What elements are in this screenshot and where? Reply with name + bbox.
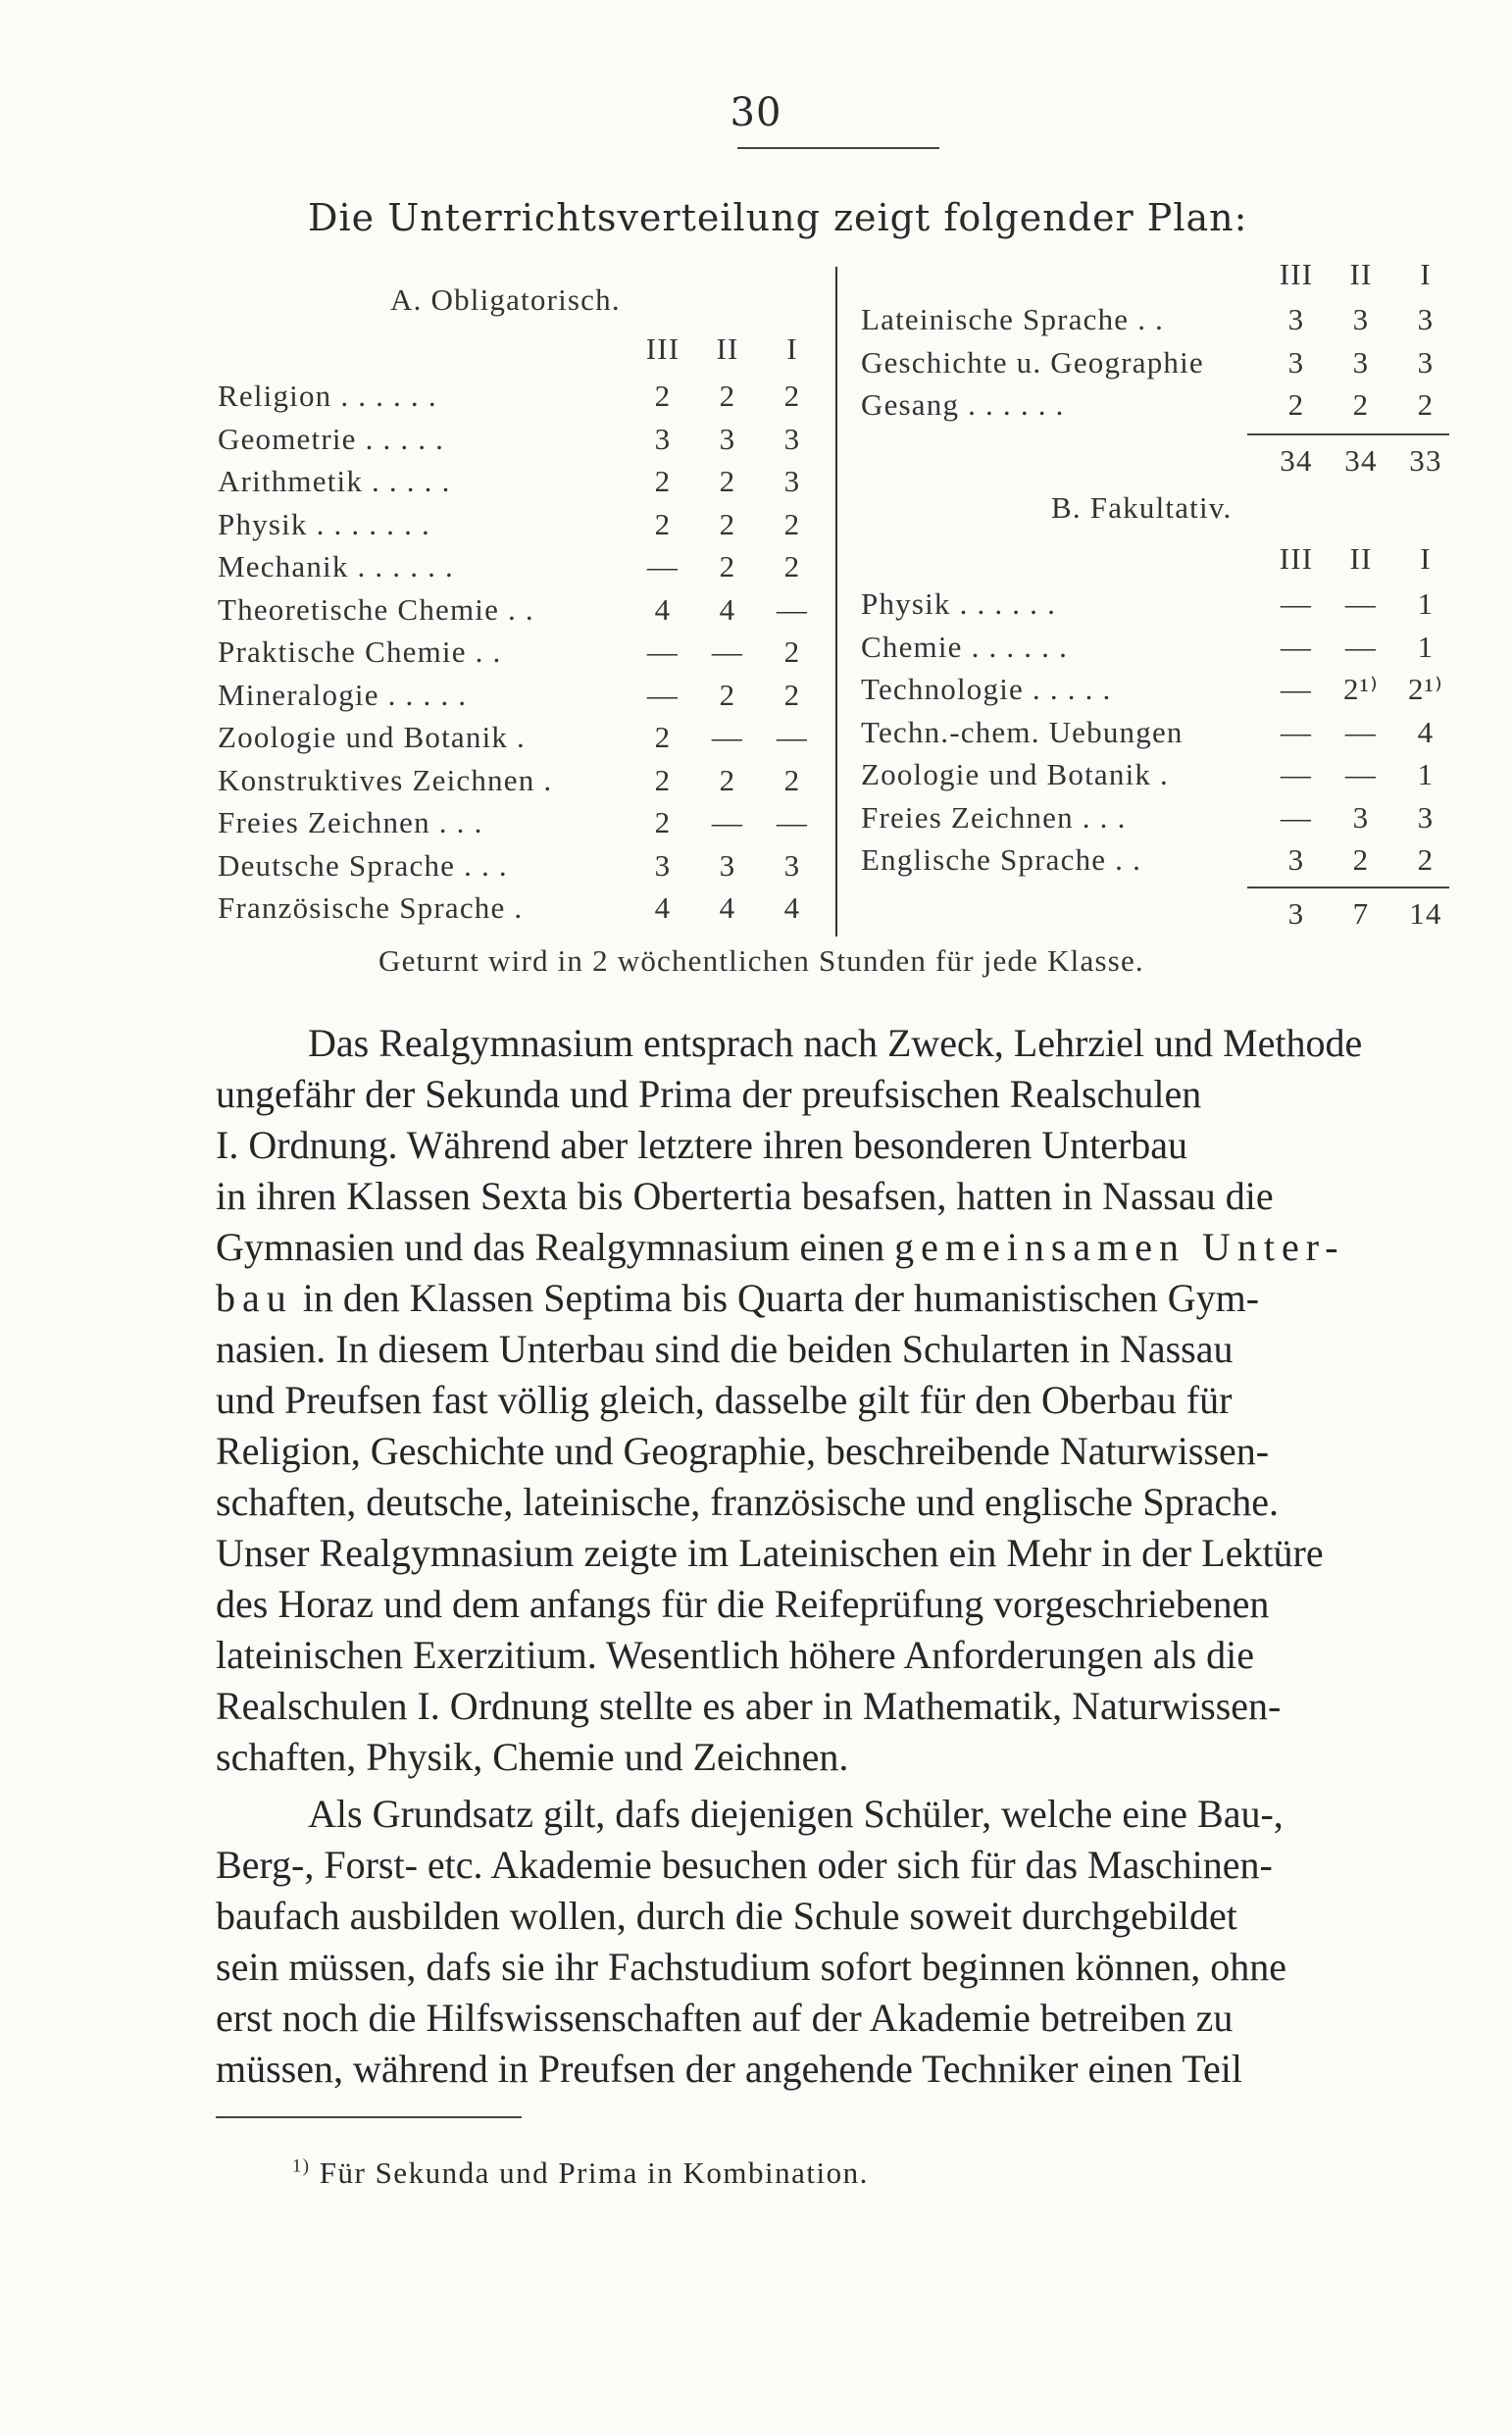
- row-value: 3: [1417, 344, 1435, 380]
- section-b-column-headers: [861, 541, 1449, 581]
- paragraph-line: [216, 1273, 1451, 1324]
- row-value: 4: [1417, 714, 1435, 749]
- row-value: —: [1280, 714, 1313, 749]
- table-row: [861, 387, 1449, 427]
- row-label: Chemie . . . . . .: [861, 629, 1069, 664]
- row-label: Mechanik . . . . . .: [218, 549, 454, 583]
- section-a-heading: A. Obligatorisch.: [390, 282, 621, 317]
- table-row: [218, 678, 826, 717]
- table-row: [861, 715, 1449, 754]
- table-row: [218, 507, 826, 546]
- row-value: 3: [1287, 344, 1305, 380]
- row-value: 3: [1287, 842, 1305, 877]
- col-header: II: [1349, 541, 1373, 576]
- row-label: Französische Sprache .: [218, 890, 524, 925]
- row-label: Physik . . . . . .: [861, 586, 1057, 621]
- row-value: 2: [1417, 387, 1435, 422]
- row-value: 4: [654, 591, 672, 627]
- row-value: 2: [783, 677, 801, 712]
- row-value: 2: [719, 379, 736, 413]
- row-value: —: [1280, 629, 1313, 664]
- table-row: [861, 345, 1449, 384]
- row-value: 4: [719, 890, 736, 925]
- section-b-heading: B. Fakultativ.: [1051, 490, 1233, 525]
- row-value: —: [1280, 586, 1313, 621]
- table-row: [218, 379, 826, 418]
- row-label: Mineralogie . . . . .: [218, 677, 468, 712]
- footnote-rule: [216, 2116, 522, 2118]
- total-value: 34: [1344, 443, 1378, 478]
- row-value: 2: [783, 506, 801, 541]
- table-row: [218, 848, 826, 887]
- gym-note: Geturnt wird in 2 wöchentlichen Stunden für jede Klasse.: [378, 943, 1144, 978]
- row-value: 4: [654, 890, 672, 925]
- sum-rule: [1247, 433, 1449, 435]
- row-value: 2: [719, 549, 736, 583]
- table-row: [218, 592, 826, 632]
- paragraph-line: schaften, deutsche, lateinische, französische und englische Sprache.: [216, 1480, 1280, 1524]
- section-a-column-headers: [218, 331, 826, 371]
- row-label: Geschichte u. Geographie: [861, 344, 1204, 380]
- footnote: [292, 2155, 869, 2191]
- row-value: 2: [1352, 387, 1370, 422]
- row-value: —: [1344, 714, 1378, 749]
- paragraph-line: Das Realgymnasium entsprach nach Zweck, Lehrziel und Methode: [308, 1021, 1363, 1065]
- row-label: Theoretische Chemie . .: [218, 591, 534, 627]
- intro-line: Die Unterrichtsverteilung zeigt folgender Plan:: [308, 196, 1248, 239]
- footnote-text: Für Sekunda und Prima in Kombination.: [319, 2155, 869, 2190]
- table-row: [861, 757, 1449, 796]
- row-value: —: [711, 634, 744, 669]
- row-value: 3: [1352, 799, 1370, 835]
- row-value: —: [1344, 629, 1378, 664]
- row-value: 3: [719, 847, 736, 883]
- col-header: III: [1279, 541, 1314, 576]
- paragraph-line: Religion, Geschichte und Geographie, beschreibende Naturwissen-: [216, 1429, 1270, 1473]
- row-value: 3: [1417, 302, 1435, 336]
- row-value: —: [1344, 757, 1378, 791]
- total-value: 34: [1280, 443, 1313, 478]
- section-a-totals: [861, 443, 1449, 482]
- row-label: Freies Zeichnen . . .: [861, 799, 1127, 835]
- emphasis-span: gemeinsamen Unter-: [894, 1225, 1345, 1269]
- row-value: —: [1344, 586, 1378, 621]
- footnote-mark: 1): [292, 2155, 311, 2177]
- row-value: 2: [1287, 387, 1305, 422]
- table-row: [218, 763, 826, 802]
- row-value: 4: [719, 591, 736, 627]
- row-value: 2: [783, 379, 801, 413]
- row-value: 2¹⁾: [1407, 672, 1443, 706]
- paragraph-line: Realschulen I. Ordnung stellte es aber in Mathematik, Naturwissen-: [216, 1684, 1282, 1728]
- paragraph-line: müssen, während in Preufsen der angehende Techniker einen Teil: [216, 2047, 1243, 2091]
- row-value: —: [646, 549, 680, 583]
- row-label: Englische Sprache . .: [861, 842, 1142, 877]
- row-value: 2: [783, 634, 801, 669]
- row-value: 1: [1417, 629, 1435, 664]
- row-value: 2: [654, 762, 672, 797]
- paragraph-line: in ihren Klassen Sexta bis Obertertia besafsen, hatten in Nassau die: [216, 1174, 1274, 1218]
- row-label: Physik . . . . . . .: [218, 506, 430, 541]
- row-value: 3: [1352, 302, 1370, 336]
- table-row: [218, 422, 826, 461]
- col-header: I: [1420, 257, 1432, 291]
- page-number-rule: [737, 147, 939, 149]
- row-value: 2: [783, 549, 801, 583]
- paragraph-line: [216, 1222, 1451, 1273]
- row-value: —: [1280, 672, 1313, 706]
- col-header: III: [645, 331, 680, 366]
- page-number: 30: [730, 90, 782, 135]
- cont-column-headers: [861, 257, 1449, 296]
- row-value: —: [711, 720, 744, 754]
- row-value: 2: [783, 762, 801, 797]
- col-header: III: [1279, 257, 1314, 291]
- paragraph-line: sein müssen, dafs sie ihr Fachstudium sofort beginnen können, ohne: [216, 1945, 1287, 1989]
- paragraph-line: und Preufsen fast völlig gleich, dasselbe gilt für den Oberbau für: [216, 1378, 1233, 1422]
- col-header: II: [716, 331, 739, 366]
- row-label: Praktische Chemie . .: [218, 634, 502, 669]
- table-row: [218, 464, 826, 503]
- paragraph-line: nasien. In diesem Unterbau sind die beiden Schularten in Nassau: [216, 1327, 1234, 1371]
- row-label: Techn.-chem. Uebungen: [861, 714, 1184, 749]
- text-span: in den Klassen Septima bis Quarta der humanistischen Gym-: [292, 1276, 1260, 1320]
- row-value: 2: [654, 506, 672, 541]
- paragraph-line: lateinischen Exerzitium. Wesentlich höhere Anforderungen als die: [216, 1633, 1255, 1677]
- row-value: 3: [783, 847, 801, 883]
- table-row: [861, 672, 1449, 711]
- row-value: —: [1280, 757, 1313, 791]
- row-value: —: [646, 677, 680, 712]
- table-row: [861, 800, 1449, 839]
- row-value: 2: [719, 762, 736, 797]
- total-value: 7: [1352, 896, 1370, 931]
- row-value: —: [646, 634, 680, 669]
- row-value: 2: [719, 506, 736, 541]
- row-value: 2: [1352, 842, 1370, 877]
- row-value: 2: [654, 720, 672, 754]
- row-value: 4: [783, 890, 801, 925]
- row-label: Deutsche Sprache . . .: [218, 847, 508, 883]
- row-label: Freies Zeichnen . . .: [218, 805, 483, 839]
- total-value: 33: [1409, 443, 1442, 478]
- row-value: 3: [783, 464, 801, 498]
- emphasis-span: bau: [216, 1276, 293, 1320]
- row-value: —: [776, 805, 809, 839]
- total-value: 3: [1287, 896, 1305, 931]
- paragraph-line: I. Ordnung. Während aber letztere ihren besonderen Unterbau: [216, 1123, 1188, 1167]
- row-value: 3: [654, 847, 672, 883]
- paragraph-line: Berg-, Forst- etc. Akademie besuchen oder sich für das Maschinen-: [216, 1843, 1273, 1887]
- row-value: —: [776, 720, 809, 754]
- row-value: 2: [654, 379, 672, 413]
- paragraph-line: erst noch die Hilfswissenschaften auf der Akademie betreiben zu: [216, 1996, 1234, 2040]
- section-b-totals: [861, 896, 1449, 936]
- row-value: 3: [654, 421, 672, 456]
- table-row: [861, 842, 1449, 882]
- col-header: I: [1420, 541, 1432, 576]
- row-value: 2: [654, 464, 672, 498]
- row-value: 2: [719, 677, 736, 712]
- row-label: Gesang . . . . . .: [861, 387, 1065, 422]
- row-value: 2¹⁾: [1342, 672, 1379, 706]
- row-value: 3: [1417, 799, 1435, 835]
- row-label: Religion . . . . . .: [218, 379, 437, 413]
- row-label: Geometrie . . . . .: [218, 421, 445, 456]
- paragraph-line: baufach ausbilden wollen, durch die Schule soweit durchgebildet: [216, 1894, 1237, 1938]
- row-value: 1: [1417, 586, 1435, 621]
- paragraph-line: schaften, Physik, Chemie und Zeichnen.: [216, 1735, 849, 1779]
- row-value: —: [776, 591, 809, 627]
- paragraph-line: ungefähr der Sekunda und Prima der preufsischen Realschulen: [216, 1072, 1202, 1116]
- paragraph-line: des Horaz und dem anfangs für die Reifeprüfung vorgeschriebenen: [216, 1582, 1270, 1626]
- row-value: 3: [1287, 302, 1305, 336]
- table-row: [218, 549, 826, 588]
- col-header: II: [1349, 257, 1373, 291]
- row-value: 3: [1352, 344, 1370, 380]
- row-value: 2: [719, 464, 736, 498]
- row-value: 2: [654, 805, 672, 839]
- text-span: Gymnasien und das Realgymnasium einen: [216, 1225, 895, 1269]
- row-label: Arithmetik . . . . .: [218, 464, 451, 498]
- paragraph-line: Als Grundsatz gilt, dafs diejenigen Schüler, welche eine Bau-,: [308, 1792, 1284, 1836]
- row-label: Technologie . . . . .: [861, 672, 1112, 706]
- row-value: —: [711, 805, 744, 839]
- total-value: 14: [1409, 896, 1442, 931]
- row-value: 2: [1417, 842, 1435, 877]
- row-value: 3: [719, 421, 736, 456]
- row-value: 1: [1417, 757, 1435, 791]
- table-row: [861, 630, 1449, 669]
- row-value: —: [1280, 799, 1313, 835]
- table-row: [218, 720, 826, 759]
- table-row: [861, 302, 1449, 341]
- table-row: [218, 805, 826, 844]
- col-header: I: [786, 331, 798, 366]
- sum-rule: [1247, 887, 1449, 888]
- row-label: Zoologie und Botanik .: [218, 720, 526, 754]
- table-row: [861, 586, 1449, 626]
- row-label: Zoologie und Botanik .: [861, 757, 1169, 791]
- row-label: Lateinische Sprache . .: [861, 302, 1165, 336]
- paragraph-line: Unser Realgymnasium zeigte im Lateinischen ein Mehr in der Lektüre: [216, 1531, 1324, 1575]
- table-divider: [835, 267, 837, 937]
- table-row: [218, 890, 826, 930]
- table-row: [218, 634, 826, 674]
- row-label: Konstruktives Zeichnen .: [218, 762, 553, 797]
- row-value: 3: [783, 421, 801, 456]
